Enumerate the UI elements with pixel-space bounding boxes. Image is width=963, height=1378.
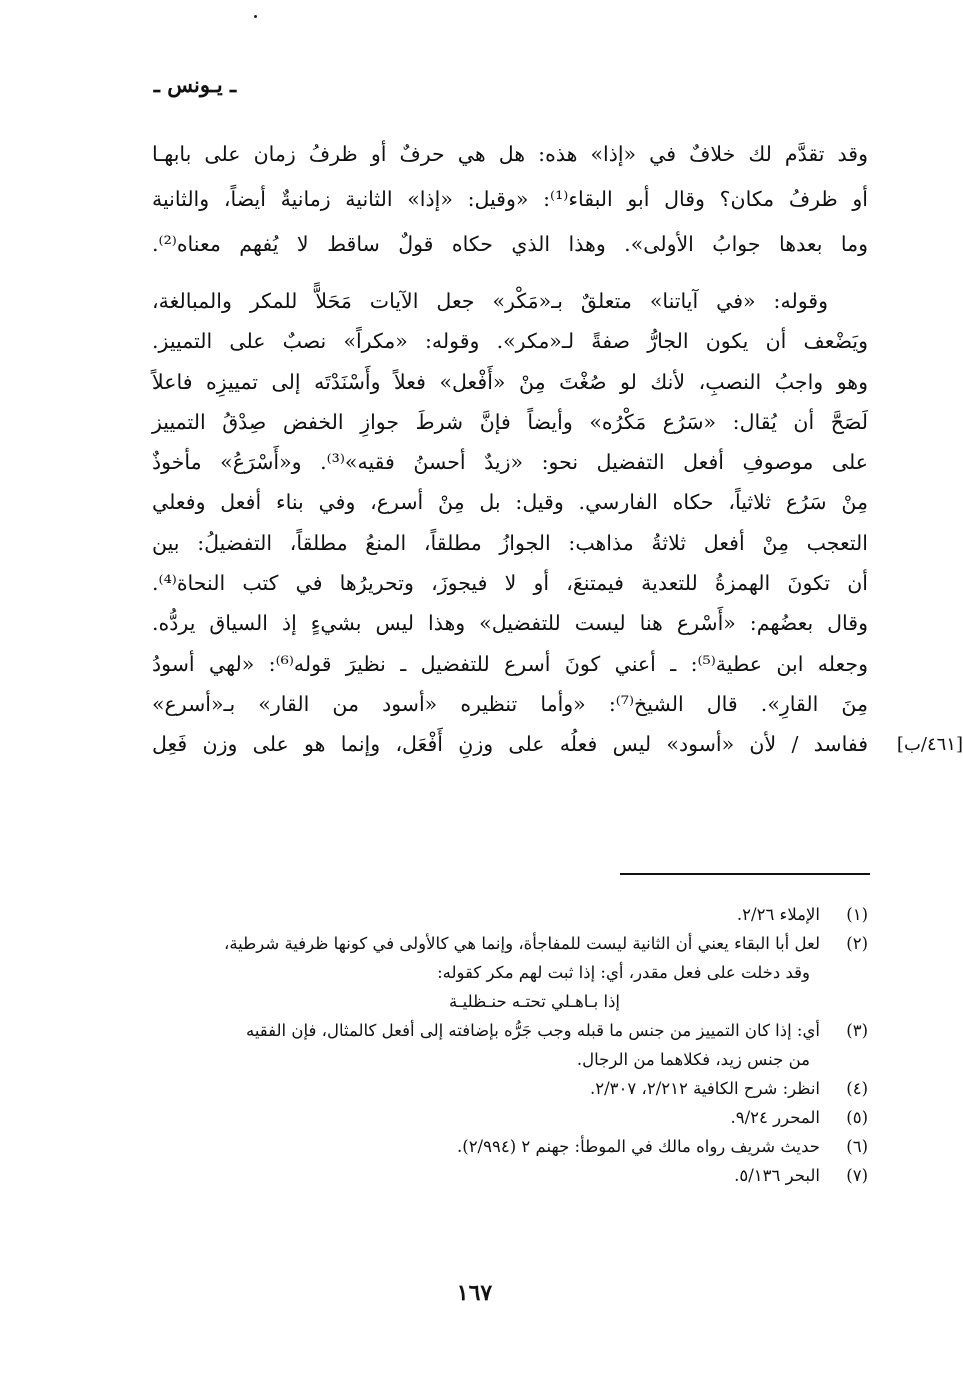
footnote bbox=[150, 1132, 868, 1161]
text-line: وما بعدها جوابُ الأولى». وهذا الذي حكاه قولٌ ساقط لا يُفهم معناه⁽²⁾. bbox=[152, 232, 868, 256]
text-line: على موصوفِ أفعل التفضيل نحو: «زيدٌ أحسنُ فقيه»⁽³⁾. و«أَسْرَعُ» مأخوذٌ bbox=[152, 450, 868, 475]
footnote-text: المحرر ٩/٢٤. bbox=[730, 1108, 820, 1127]
page-number: ١٦٧ bbox=[456, 1280, 493, 1306]
footnote-text: الإملاء ٢/٢٦. bbox=[736, 905, 820, 924]
footnote-number: (٦) bbox=[846, 1137, 868, 1156]
text-line: لَصَحَّ أن يُقال: «سَرُع مَكْرُه» وأيضاً فإنَّ شرطَ جوازِ الخفض صِدْقُ التمييز bbox=[152, 409, 868, 434]
footnote-number: (٣) bbox=[846, 1021, 868, 1040]
running-header: ـ يـونس ـ bbox=[153, 72, 237, 97]
footnote-number: (١) bbox=[846, 905, 868, 924]
footnote bbox=[150, 1074, 868, 1103]
text-line: التعجب مِنْ أفعل ثلاثةُ مذاهب: الجوازُ مطلقاً، المنعُ مطلقاً، التفضيلُ: بين bbox=[152, 530, 868, 555]
footnote-number: (٢) bbox=[846, 934, 868, 953]
speck-mark bbox=[254, 15, 257, 18]
footnote-text: وقد دخلت على فعل مقدر، أي: إذا ثبت لهم مكر كقوله: bbox=[437, 963, 810, 982]
footnote-verse: إذا بـاهـلي تحتـه حنـظليـة bbox=[448, 992, 620, 1011]
text-line: وقال بعضُهم: «أَسْرع هنا ليست للتفضيل» وهذا ليس بشيءٍ إذ السياق يردُّه. bbox=[152, 611, 868, 636]
paragraph-1 bbox=[152, 132, 868, 267]
footnote-text: لعل أبا البقاء يعني أن الثانية ليست للمفاجأة، وإنما هي كالأولى في كونها ظرفية شرطية، bbox=[224, 934, 820, 953]
footnote-number: (٧) bbox=[846, 1166, 868, 1185]
footnote-separator bbox=[620, 873, 870, 875]
text-line: وجعله ابن عطية⁽⁵⁾: ـ أعني كونَ أسرع للتفضيل ـ نظيرَ قوله⁽⁶⁾: «لهي أسودُ bbox=[152, 651, 868, 676]
text-line: مِنَ القارِ». قال الشيخ⁽⁷⁾: «وأما تنظيره «أسود من القار» بـ«أسرع» bbox=[152, 691, 868, 716]
text-line: مِنْ سَرُع ثلاثياً، حكاه الفارسي. وقيل: بل مِنْ أسرع، وفي بناء أفعل وفعلي bbox=[152, 490, 868, 515]
text-line: وقوله: «في آياتنا» متعلقٌ بـ«مَكْر» جعل الآيات مَحَلاًّ للمكر والمبالغة، bbox=[152, 289, 828, 313]
footnote-text: من جنس زيد، فكلاهما من الرجال. bbox=[576, 1050, 810, 1069]
footnote bbox=[150, 900, 868, 929]
footnote bbox=[150, 1103, 868, 1132]
footnote bbox=[150, 929, 868, 1016]
text-line: وهو واجبُ النصبِ، لأنك لو صُغْتَ مِنْ «أَفْعل» فعلاً وأَسْنَدْتَه إلى تمييزِه فاعلاً bbox=[152, 369, 868, 394]
footnote-text: أي: إذا كان التمييز من جنس ما قبله وجب جَرُّه بإضافته إلى أفعل كالمثال، فإن الفقيه bbox=[245, 1021, 820, 1040]
footnote bbox=[150, 1016, 868, 1074]
footnote-number: (٥) bbox=[846, 1108, 868, 1127]
text-line: ويَضْعف أن يكون الجارُّ صفةً لـ«مكر». وقوله: «مكراً» نصبٌ على التمييز. bbox=[152, 329, 868, 354]
text-line: ففاسد / لأن «أسود» ليس فعلُه على وزنِ أَفْعَل، وإنما هو على وزن فَعِل bbox=[152, 732, 868, 757]
paragraph-2 bbox=[152, 281, 963, 765]
manuscript-folio-marker: [٤٦١/ب] bbox=[896, 733, 963, 755]
main-text bbox=[152, 132, 963, 765]
text-line: أن تكونَ الهمزةُ للتعدية فيمتنعَ، أو لا فيجوزَ، وتحريرُها في كتب النحاة⁽⁴⁾. bbox=[152, 571, 868, 596]
footnote-text: حديث شريف رواه مالك في الموطأ: جهنم ٢ (٢/٩٩٤). bbox=[457, 1137, 820, 1156]
footnotes bbox=[150, 900, 868, 1190]
footnote bbox=[150, 1161, 868, 1190]
footnote-text: انظر: شرح الكافية ٢/٢١٢، ٢/٣٠٧. bbox=[589, 1079, 820, 1098]
footnote-text: البحر ٥/١٣٦. bbox=[734, 1166, 820, 1185]
text-line: وقد تقدَّم لك خلافٌ في «إذا» هذه: هل هي حرفٌ أو ظرفُ زمان على بابهـا bbox=[152, 142, 868, 166]
text-line: أو ظرفُ مكان؟ وقال أبو البقاء⁽¹⁾: «وقيل: «إذا» الثانية زمانيةٌ أيضاً، والثانية bbox=[152, 187, 869, 211]
footnote-number: (٤) bbox=[846, 1079, 868, 1098]
